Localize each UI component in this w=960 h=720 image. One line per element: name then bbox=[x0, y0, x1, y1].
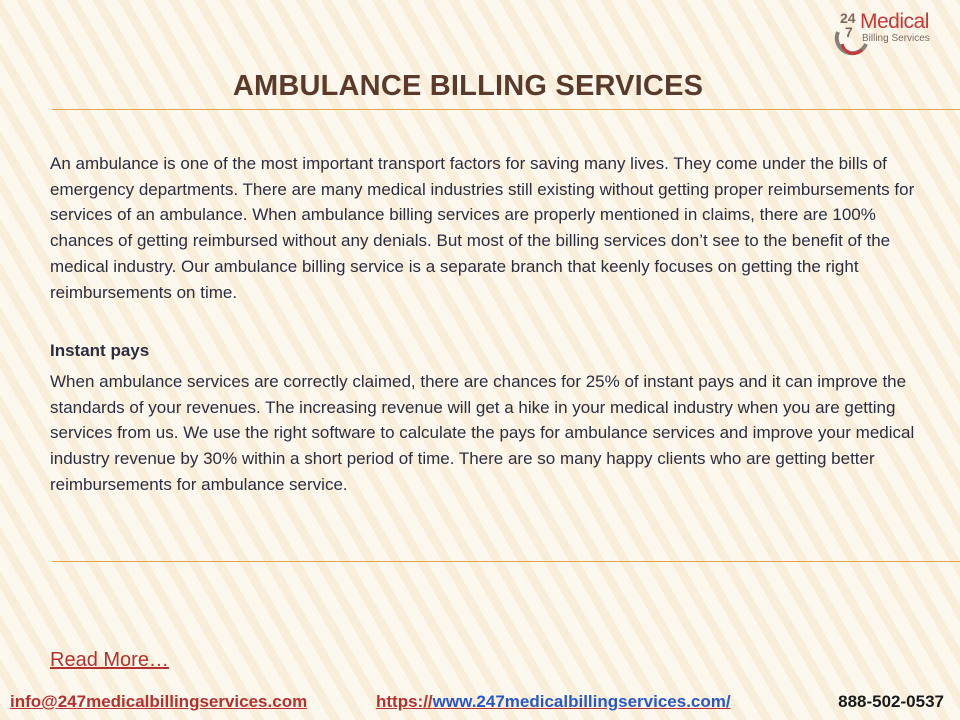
section-heading: Instant pays bbox=[50, 341, 150, 360]
company-logo bbox=[832, 8, 950, 58]
read-more-link[interactable]: Read More… bbox=[50, 649, 169, 671]
logo-number: 24 7 bbox=[840, 10, 856, 40]
logo-brand: Medical bbox=[860, 10, 929, 33]
footer-phone: 888-502-0537 bbox=[838, 692, 944, 711]
footer bbox=[0, 692, 960, 716]
section-paragraph: When ambulance services are correctly claimed, there are chances for 25% of instant pays and it can improve the standards of your revenues. The increasing revenue will get a hike in your medical industry when you are getting services from us. We use the right software to calculate the pays for ambulance services and improve your medical industry revenue by 30% within a short period of time. There are so many happy clients who are getting better reimbursements for ambulance service. bbox=[50, 372, 915, 494]
footer-email-link[interactable]: info@247medicalbillingservices.com bbox=[10, 692, 308, 711]
logo-tagline: Billing Services bbox=[862, 33, 930, 44]
url-protocol: https:// bbox=[376, 692, 433, 711]
url-domain: www.247medicalbillingservices.com/ bbox=[432, 692, 731, 711]
intro-paragraph: An ambulance is one of the most important transport factors for saving many lives. They come under the bills of emergency departments. There are many medical industries still existing without getting proper reimbursements for services of an ambulance. When ambulance billing services are properly mentioned in claims, there are 100% chances of getting reimbursed without any denials. But most of the billing services don’t see to the benefit of the medical industry. Our ambulance billing service is a separate branch that keenly focuses on getting the right reimbursements on time. bbox=[50, 154, 915, 302]
footer-website-link[interactable] bbox=[376, 692, 731, 712]
page-title: AMBULANCE BILLING SERVICES bbox=[232, 70, 704, 102]
content-divider bbox=[52, 561, 960, 562]
title-divider bbox=[52, 109, 960, 110]
